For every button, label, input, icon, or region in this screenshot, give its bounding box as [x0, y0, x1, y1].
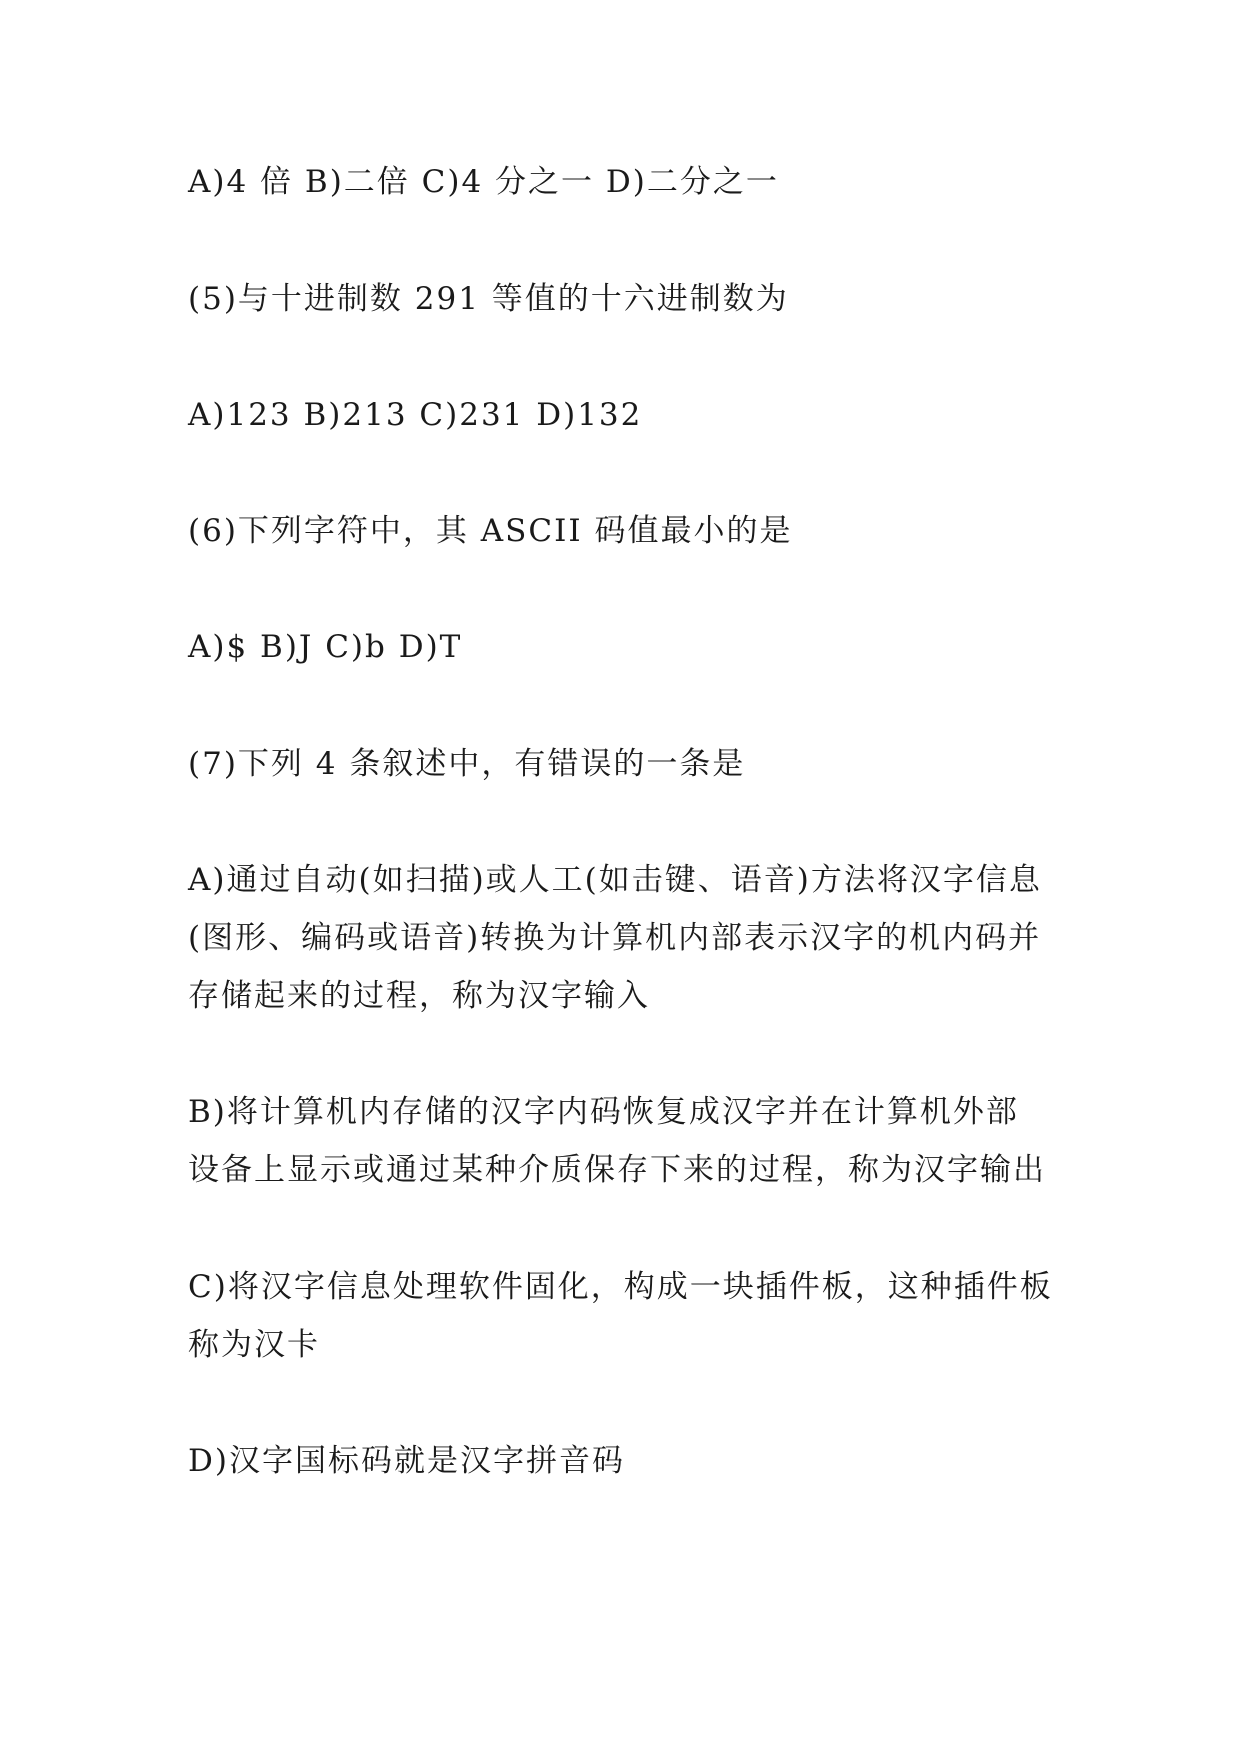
q5-options: A)123 B)213 C)231 D)132	[188, 397, 643, 433]
q7-option-b-line-1: B)将计算机内存储的汉字内码恢复成汉字并在计算机外部	[188, 1094, 1019, 1130]
q7-option-c-line-2: 称为汉卡	[188, 1327, 320, 1363]
q6-question: (6)下列字符中，其 ASCII 码值最小的是	[188, 513, 793, 549]
q5-question: (5)与十进制数 291 等值的十六进制数为	[188, 281, 789, 317]
q4-options: A)4 倍 B)二倍 C)4 分之一 D)二分之一	[188, 164, 779, 200]
q7-option-a-line-3: 存储起来的过程，称为汉字输入	[188, 978, 650, 1014]
q7-question: (7)下列 4 条叙述中，有错误的一条是	[188, 746, 746, 782]
q7-option-d: D)汉字国标码就是汉字拼音码	[188, 1443, 625, 1479]
q7-option-a-line-1: A)通过自动(如扫描)或人工(如击键、语音)方法将汉字信息	[188, 862, 1042, 898]
q6-options: A)$ B)J C)b D)T	[188, 629, 463, 665]
q7-option-c-line-1: C)将汉字信息处理软件固化，构成一块插件板，这种插件板	[188, 1269, 1053, 1305]
q7-option-a-line-2: (图形、编码或语音)转换为计算机内部表示汉字的机内码并	[188, 920, 1042, 956]
q7-option-b-line-2: 设备上显示或通过某种介质保存下来的过程，称为汉字输出	[188, 1152, 1046, 1188]
